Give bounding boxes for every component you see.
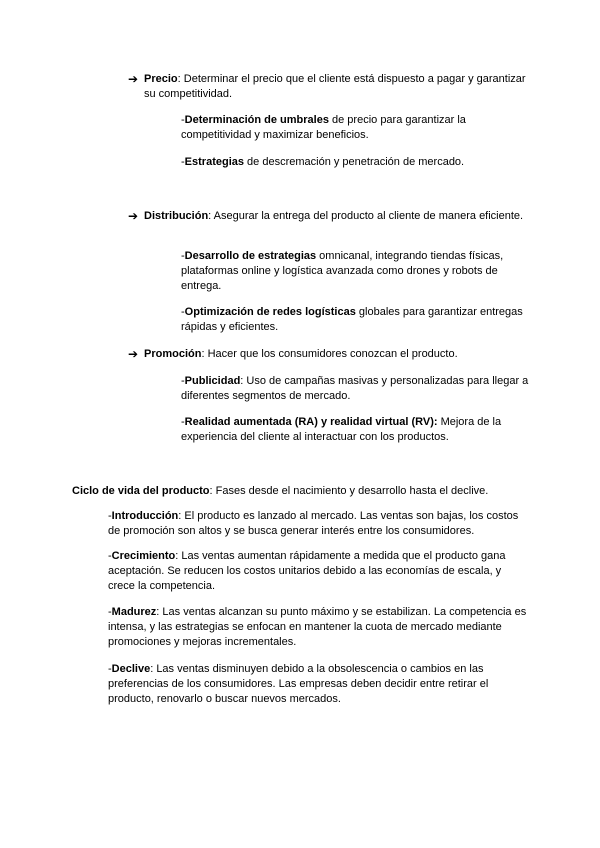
sub-item-realidad — [181, 415, 531, 445]
sub-description: de precio para garantizar la competitividad y maximizar beneficios. — [181, 114, 466, 141]
stage-description: : Las ventas alcanzan su punto máximo y se estabilizan. La competencia es intensa, y las estrategias se enfocan en mantener la cuota de mercado mediante promociones y mejoras incrementales. — [108, 606, 527, 648]
sub-item-estrategias — [181, 155, 531, 170]
stage-crecimiento — [108, 549, 528, 594]
dash: - — [181, 250, 185, 262]
dash: - — [181, 375, 185, 387]
sub-term: Desarrollo de estrategias — [184, 250, 317, 262]
stage-description: : Las ventas aumentan rápidamente a medida que el producto gana aceptación. Se reducen los costos unitarios debido a las economías de escala, y crece la competencia. — [108, 550, 506, 592]
stage-description: : Las ventas disminuyen debido a la obsolescencia o cambios en las preferencias de los consumidores. Las empresas deben decidir entre retirar el producto, renovarlo o buscar nuevos mercados. — [108, 663, 489, 705]
bullet-distribucion-text — [144, 209, 528, 224]
stage-term: Madurez — [111, 606, 157, 618]
dash: - — [181, 156, 185, 168]
sub-item-umbrales — [181, 113, 531, 143]
dash: - — [108, 550, 112, 562]
bullet-description: : Determinar el precio que el cliente está dispuesto a pagar y garantizar su competitividad. — [144, 73, 526, 100]
bullet-description: : Asegurar la entrega del producto al cliente de manera eficiente. — [208, 210, 524, 222]
section-ciclo-de-vida — [72, 484, 542, 499]
bullet-precio — [128, 72, 528, 102]
dash: - — [108, 663, 112, 675]
dash: - — [108, 510, 112, 522]
bullet-distribucion — [128, 209, 528, 224]
sub-description: globales para garantizar entregas rápidas y eficientes. — [181, 306, 523, 333]
sub-term: Estrategias — [184, 156, 244, 168]
sub-item-omnicanal — [181, 249, 531, 294]
section-description: : Fases desde el nacimiento y desarrollo hasta el declive. — [209, 485, 489, 497]
sub-term: Optimización de redes logísticas — [184, 306, 356, 318]
bullet-promocion-text — [144, 347, 528, 362]
bullet-description: : Hacer que los consumidores conozcan el producto. — [201, 348, 458, 360]
dash: - — [181, 306, 185, 318]
bullet-term: Precio — [144, 73, 178, 85]
stage-description: : El producto es lanzado al mercado. Las ventas son bajas, los costos de promoción son altos y se busca generar interés entre los consumidores. — [108, 510, 519, 537]
bullet-promocion — [128, 347, 528, 362]
dash: - — [181, 114, 185, 126]
stage-term: Declive — [111, 663, 151, 675]
arrow-icon: ➔ — [128, 209, 139, 223]
dash: - — [181, 416, 185, 428]
bullet-term: Distribución — [144, 210, 209, 222]
arrow-icon: ➔ — [128, 72, 139, 86]
sub-description: de descremación y penetración de mercado. — [243, 156, 465, 168]
bullet-term: Promoción — [144, 348, 202, 360]
sub-term: Publicidad — [184, 375, 241, 387]
arrow-icon: ➔ — [128, 347, 139, 361]
sub-description: omnicanal, integrando tiendas físicas, plataformas online y logística avanzada como drones y robots de entrega. — [181, 250, 504, 292]
dash: - — [108, 606, 112, 618]
sub-term-realidad: Realidad aumentada (RA) y realidad virtual (RV): — [184, 416, 438, 428]
sub-description: Mejora de la experiencia del cliente al interactuar con los productos. — [181, 416, 502, 443]
sub-description: : Uso de campañas masivas y personalizadas para llegar a diferentes segmentos de mercado. — [181, 375, 529, 402]
stage-declive — [108, 662, 528, 707]
stage-introduccion — [108, 509, 528, 539]
sub-item-publicidad — [181, 374, 531, 404]
stage-term: Introducción — [111, 510, 179, 522]
bullet-precio-text — [144, 72, 528, 102]
stage-madurez — [108, 605, 528, 650]
sub-item-logistica — [181, 305, 531, 335]
section-term: Ciclo de vida del producto — [72, 485, 210, 497]
sub-term: Determinación de umbrales — [184, 114, 329, 126]
stage-term: Crecimiento — [111, 550, 176, 562]
